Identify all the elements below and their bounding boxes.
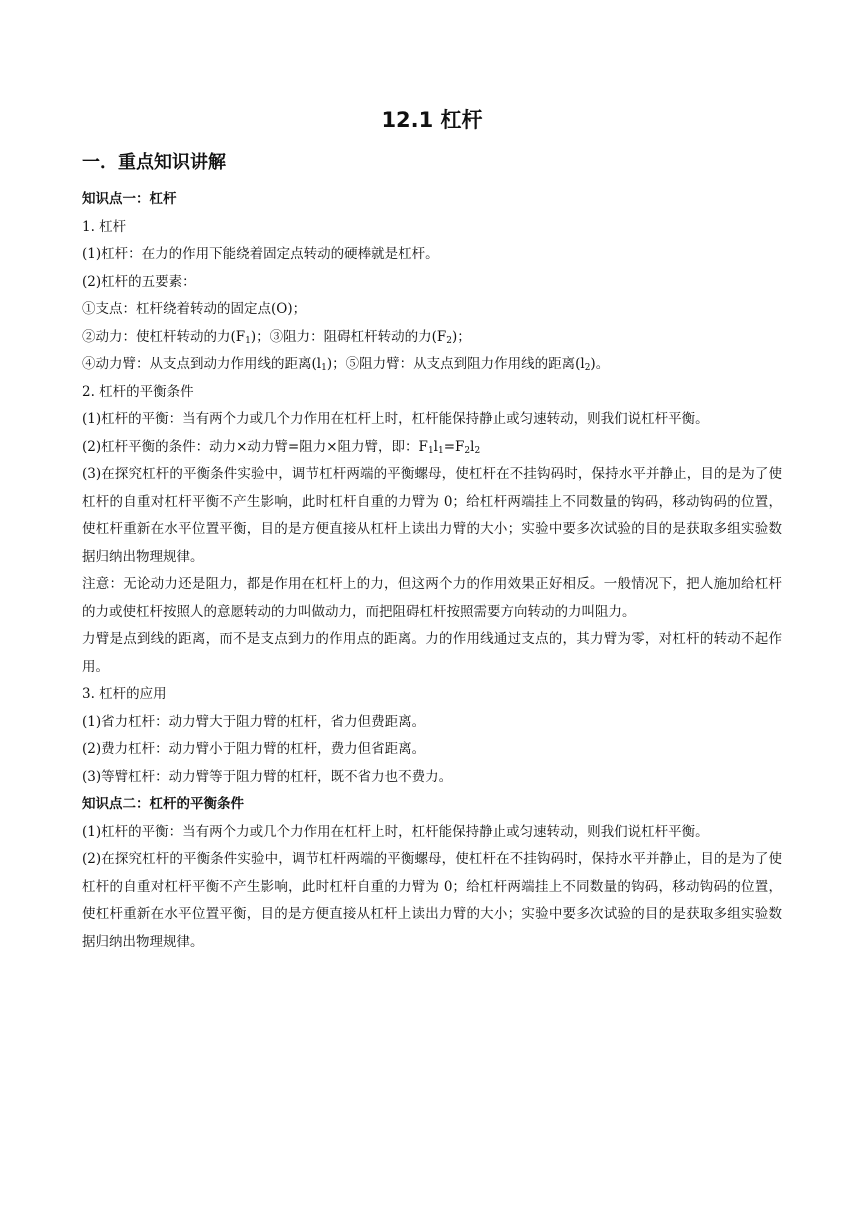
kp2-p1: (1)杠杆的平衡：当有两个力或几个力作用在杠杆上时，杠杆能保持静止或匀速转动，则我们说杠杆平衡。 (82, 823, 709, 840)
subscript: 2 (446, 335, 453, 346)
kp1-s3-title: 3. 杠杆的应用 (82, 686, 167, 702)
kp1-s1-p1: (1)杠杆：在力的作用下能绕着固定点转动的硬棒就是杠杆。 (82, 246, 439, 262)
kp1-s3-p1: (1)省力杠杆：动力臂大于阻力臂的杠杆，省力但费距离。 (82, 713, 426, 730)
text-run: l (433, 438, 438, 455)
subscript: 1 (245, 335, 251, 346)
kp1-s2-p3: (3)在探究杠杆的平衡条件实验中，调节杠杆两端的平衡螺母，使杠杆在不挂钩码时，保持水平并静止，目的是为了使杠杆的自重对杠杆平衡不产生影响，此时杠杆自重的力臂为 0；给杠杆两端挂上不同数量的钩码，移动钩码的位置，使杠杆重新在水平位置平衡，目的是方便直接从杠杆上读出力臂的大小；实验中要多次试验的目的是获取多组实验数据归纳出物理规律。 (82, 466, 782, 565)
kp1-s1-p4 (82, 324, 782, 352)
kp1-s2-p1: (1)杠杆的平衡：当有两个力或几个力作用在杠杆上时，杠杆能保持静止或匀速转动，则我们说杠杆平衡。 (82, 411, 709, 427)
kp1-heading: 知识点一：杠杆 (82, 191, 177, 207)
kp1-s2-p2 (82, 434, 782, 462)
kp1-note1: 注意：无论动力还是阻力，都是作用在杠杆上的力，但这两个力的作用效果正好相反。一般情况下，把人施加给杠杆的力或使杠杆按照人的意愿转动的力叫做动力，而把阻碍杠杆按照需要方向转动的力叫阻力。 (82, 576, 782, 620)
document-title: 12.1 杠杆 (381, 108, 483, 132)
text-run: )。 (590, 356, 610, 372)
kp1-s1-title: 1. 杠杆 (82, 218, 127, 235)
subscript: 1 (321, 363, 327, 373)
kp1-s1-p5 (82, 351, 782, 379)
subscript: 2 (464, 445, 471, 456)
text-run: ④动力臂：从支点到动力作用线的距离(l (82, 356, 322, 372)
text-run: (2)杠杆平衡的条件：动力×动力臂=阻力×阻力臂，即：F (82, 438, 428, 455)
text-run: =F (443, 438, 465, 455)
section-heading: 一．重点知识讲解 (82, 152, 226, 173)
subscript: 2 (474, 445, 481, 456)
kp1-s1-p3: ①支点：杠杆绕着转动的固定点(O)； (82, 301, 307, 317)
text-run: ②动力：使杠杆转动的力(F (82, 328, 246, 345)
subscript: 1 (427, 445, 434, 456)
kp1-s2-title: 2. 杠杆的平衡条件 (82, 383, 194, 400)
subscript: 1 (438, 445, 444, 456)
kp2-heading: 知识点二：杠杆的平衡条件 (82, 796, 244, 812)
kp1-s3-p3: (3)等臂杠杆：动力臂等于阻力臂的杠杆，既不省力也不费力。 (82, 768, 453, 785)
text-run: )； (452, 328, 471, 345)
kp1-s1-p2: (2)杠杆的五要素： (82, 273, 196, 290)
subscript: 2 (584, 363, 591, 373)
kp1-note2: 力臂是点到线的距离，而不是支点到力的作用点的距离。力的作用线通过支点的，其力臂为零，对杠杆的转动不起作用。 (82, 631, 782, 675)
text-run: l (470, 438, 475, 455)
document-body (82, 186, 782, 956)
text-run: )；③阻力：阻碍杠杆转动的力(F (250, 328, 447, 345)
kp2-p2: (2)在探究杠杆的平衡条件实验中，调节杠杆两端的平衡螺母，使杠杆在不挂钩码时，保持水平并静止，目的是为了使杠杆的自重对杠杆平衡不产生影响，此时杠杆自重的力臂为 0；给杠杆两端挂上不同数量的钩码，移动钩码的位置，使杠杆重新在水平位置平衡，目的是方便直接从杠杆上读出力臂的大小；实验中要多次试验的目的是获取多组实验数据归纳出物理规律。 (82, 851, 782, 950)
text-run: )；⑤阻力臂：从支点到阻力作用线的距离(l (326, 356, 585, 372)
kp1-s3-p2: (2)费力杠杆：动力臂小于阻力臂的杠杆，费力但省距离。 (82, 741, 426, 757)
